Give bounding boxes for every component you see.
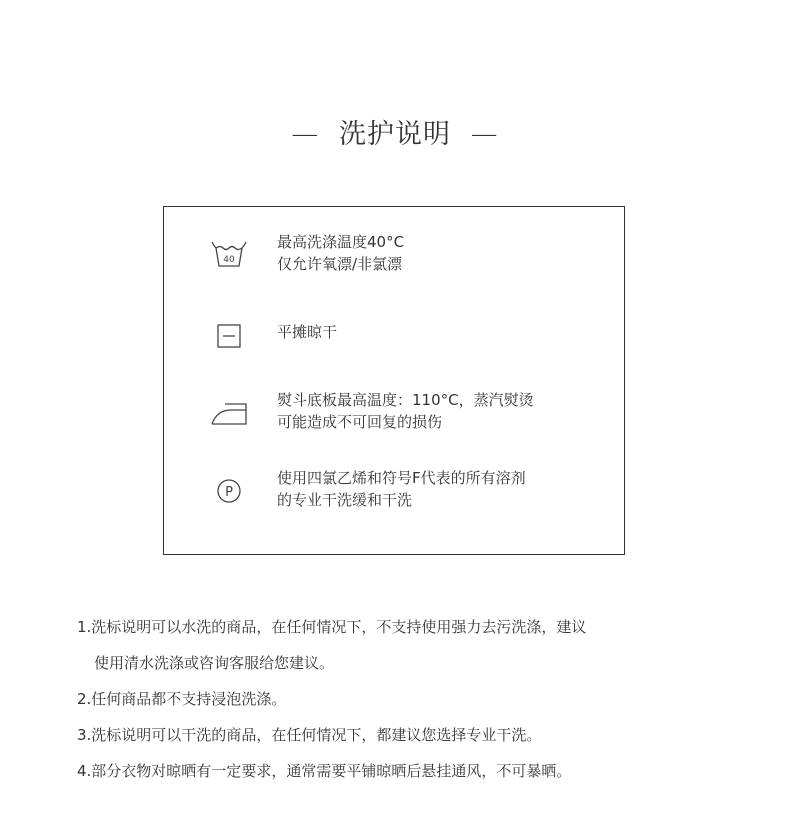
title-text: 洗护说明 xyxy=(339,119,451,150)
note-line: 2.任何商品都不支持浸泡洗涤。 xyxy=(77,690,287,708)
care-item-iron-text xyxy=(277,389,534,433)
care-item-dryclean xyxy=(164,467,624,513)
care-text-line: 仅允许氧漂/非氯漂 xyxy=(277,255,403,273)
care-symbols-panel xyxy=(163,206,625,555)
care-item-iron xyxy=(164,389,624,435)
care-item-wash xyxy=(164,231,624,277)
iron-icon xyxy=(206,393,252,433)
page-title xyxy=(0,112,790,151)
care-notes xyxy=(77,612,757,792)
care-text-line: 最高洗涤温度40°C xyxy=(277,233,405,251)
flat-dry-icon xyxy=(206,316,252,356)
note-line: 3.洗标说明可以干洗的商品，在任何情况下，都建议您选择专业干洗。 xyxy=(77,726,542,744)
care-item-wash-text xyxy=(277,231,404,275)
care-item-dry-text xyxy=(277,321,337,343)
title-dash-left: — xyxy=(291,119,320,150)
care-text-line: 的专业干洗缓和干洗 xyxy=(277,491,413,509)
note-line: 4.部分衣物对晾晒有一定要求，通常需要平铺晾晒后悬挂通风，不可暴晒。 xyxy=(77,762,572,780)
dry-clean-p-icon xyxy=(206,471,252,511)
note-line: 使用清水洗涤或咨询客服给您建议。 xyxy=(94,654,335,672)
title-dash-right: — xyxy=(470,119,499,150)
note-line: 1.洗标说明可以水洗的商品，在任何情况下，不支持使用强力去污洗涤，建议 xyxy=(77,618,587,636)
wash-basin-40-icon xyxy=(206,233,252,273)
svg-text:40: 40 xyxy=(223,255,235,265)
svg-text:P: P xyxy=(225,485,233,500)
care-item-dryclean-text xyxy=(277,467,526,511)
care-item-dry xyxy=(164,321,624,351)
care-text-line: 平摊晾干 xyxy=(277,323,338,341)
care-text-line: 熨斗底板最高温度：110°C，蒸汽熨烫 xyxy=(277,391,534,409)
care-text-line: 使用四氯乙烯和符号F代表的所有溶剂 xyxy=(277,469,526,487)
care-text-line: 可能造成不可回复的损伤 xyxy=(277,413,443,431)
